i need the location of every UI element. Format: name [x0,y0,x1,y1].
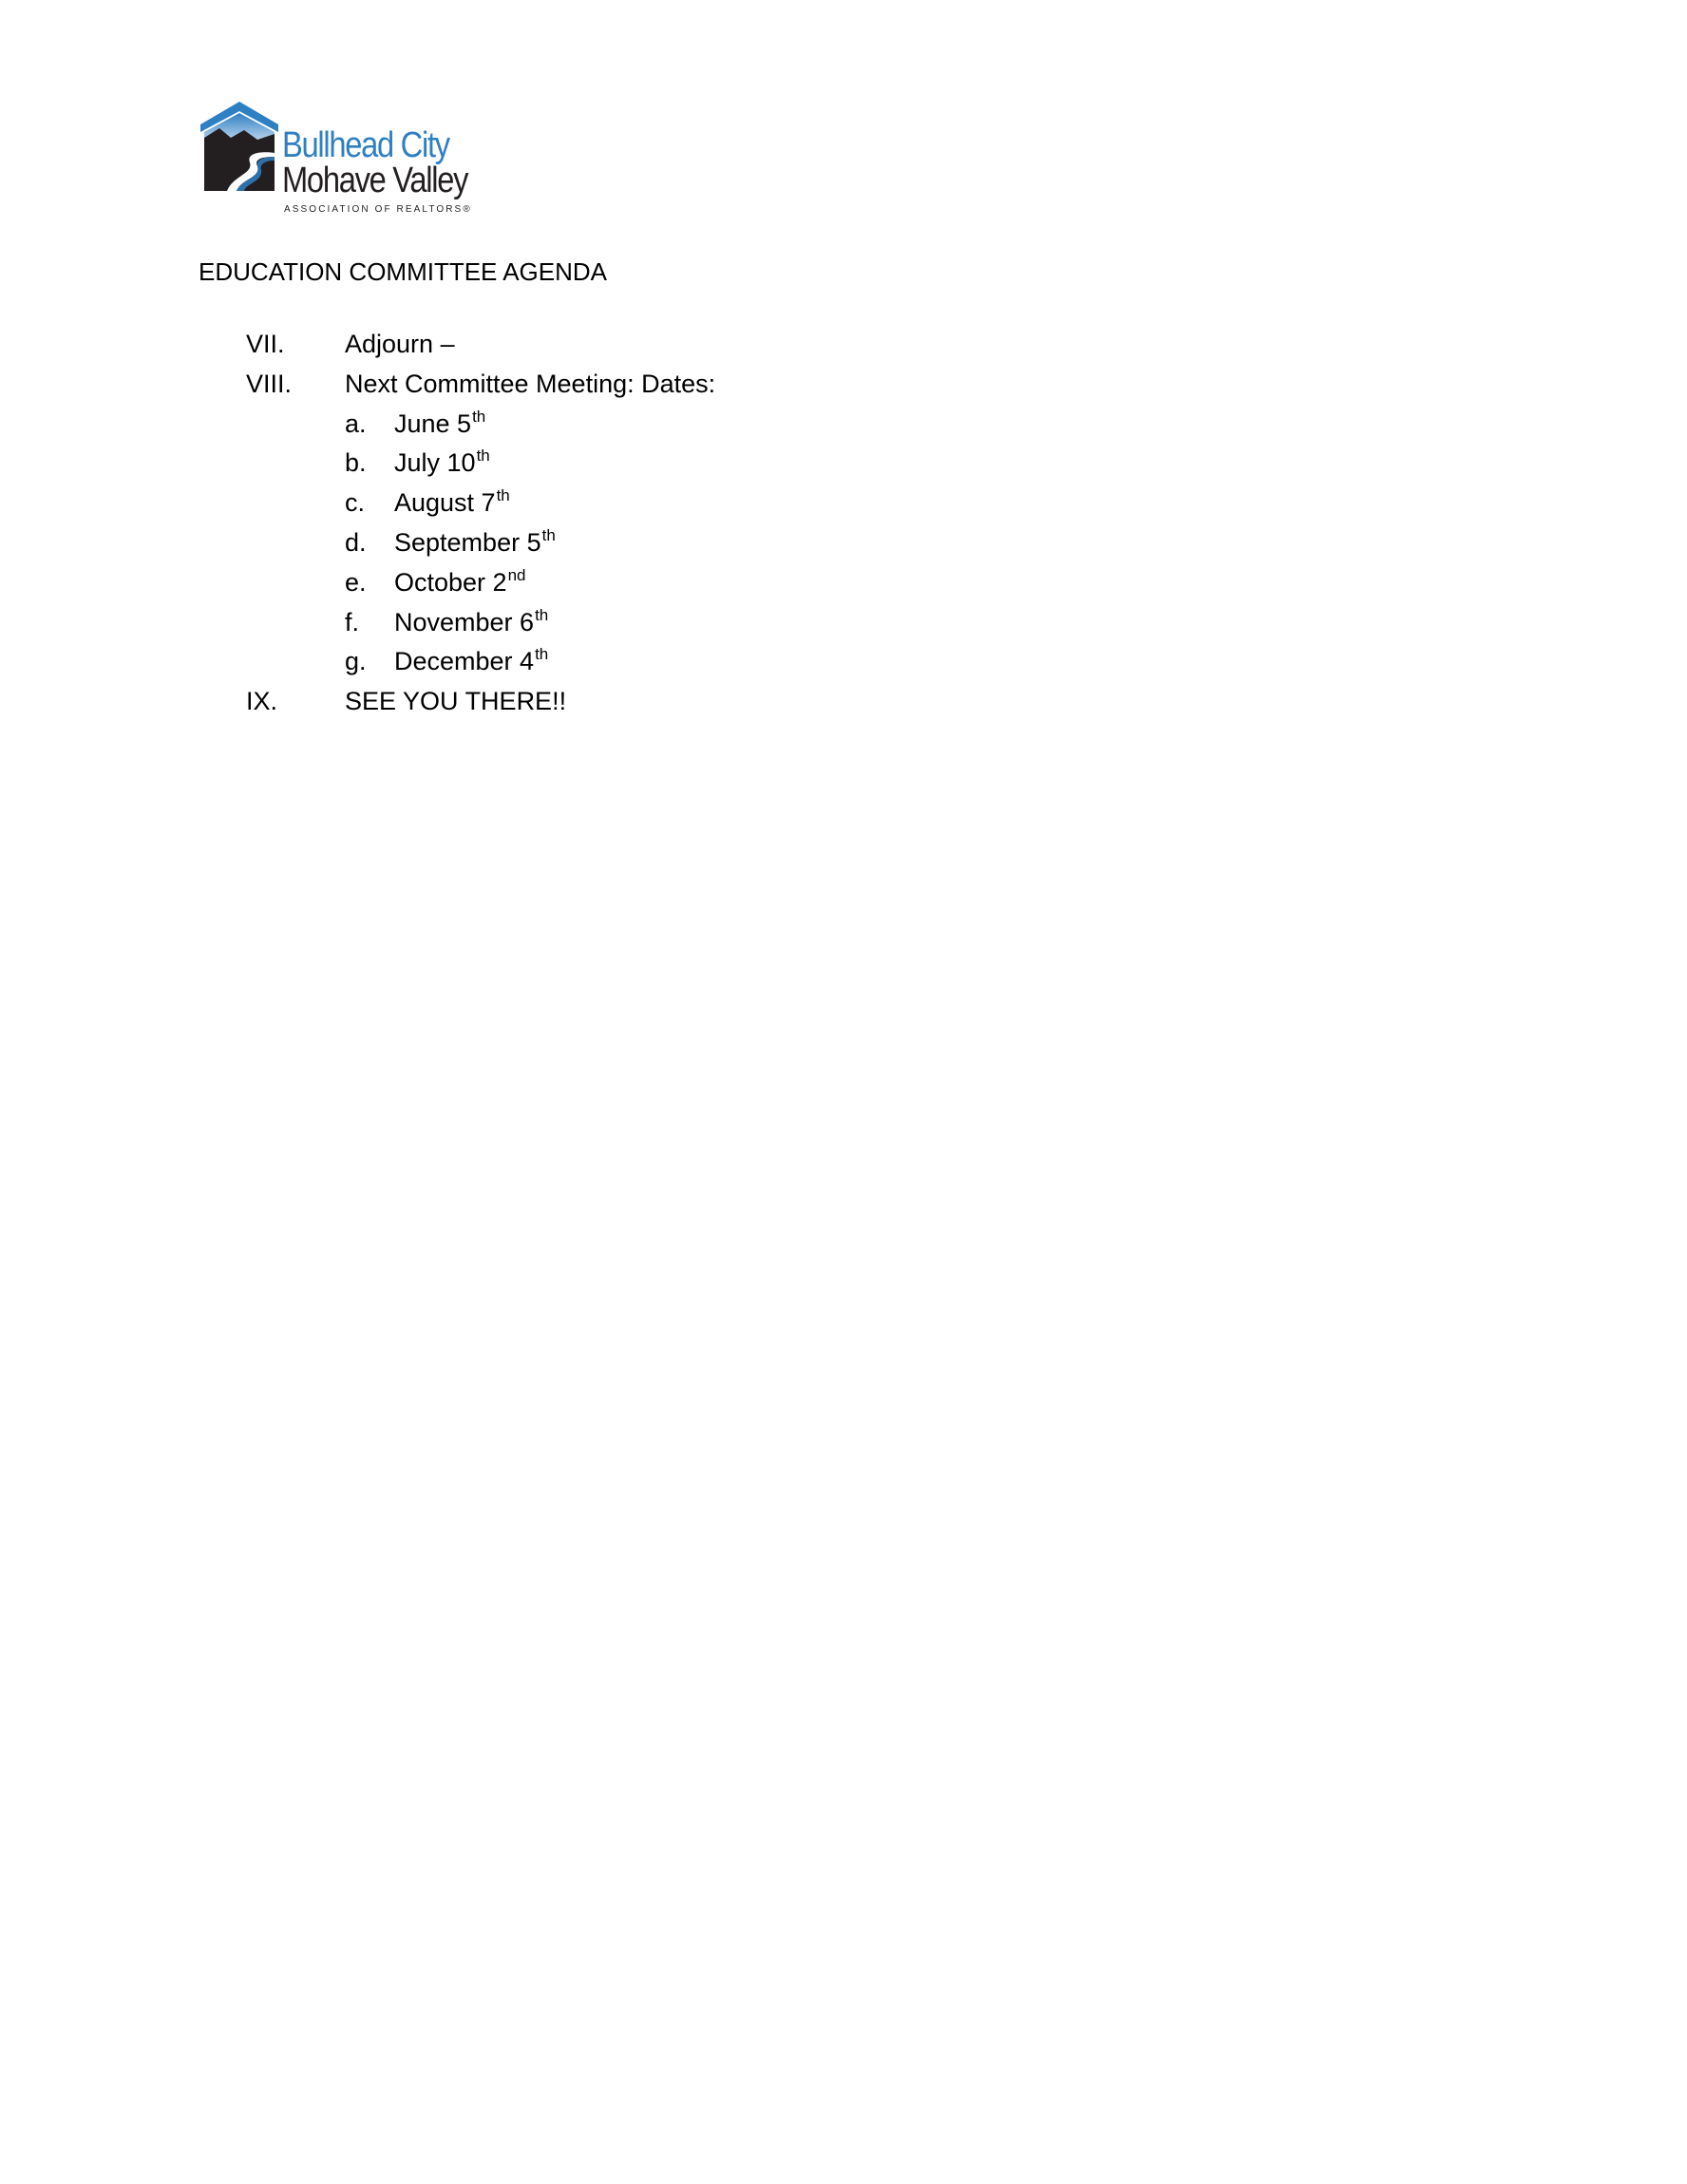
meeting-date-text: October 2nd [394,565,526,597]
logo-text-bullhead-city: Bullhead City [282,125,449,165]
meeting-date-letter: b. [345,448,367,478]
agenda-item-number: IX. [246,687,278,716]
agenda-item-text: SEE YOU THERE!! [345,687,567,716]
agenda-item-text: Adjourn – [345,330,455,358]
meeting-date-letter: d. [345,527,367,557]
meeting-date-text: August 7th [394,486,510,518]
date-ordinal-suffix: th [472,407,486,426]
agenda-item-closing [0,682,1687,722]
date-ordinal-suffix: th [476,446,490,465]
meeting-date-letter: g. [345,647,367,676]
meeting-date-text: December 4th [394,645,549,676]
agenda-item-adjourn [0,325,1687,365]
meeting-date-text: July 10th [394,446,490,478]
logo-text-mohave-valley: Mohave Valley [282,161,468,200]
house-mountain-icon [199,100,280,191]
agenda-item-text: Next Committee Meeting: Dates: [345,369,716,398]
date-ordinal-suffix: th [535,605,549,624]
date-ordinal-suffix: th [541,525,556,544]
date-ordinal-suffix: nd [507,565,526,584]
meeting-date-item [0,484,1687,523]
meeting-date-letter: e. [345,567,367,597]
meeting-date-text: June 5th [394,407,486,438]
meeting-date-letter: a. [345,408,367,438]
meeting-date-item [0,405,1687,445]
date-ordinal-suffix: th [496,486,510,505]
agenda-list [0,325,1687,722]
agenda-item-number: VII. [246,330,285,358]
agenda-item-next-meeting [0,365,1687,405]
association-logo [199,100,474,218]
document-title: EDUCATION COMMITTEE AGENDA [199,257,607,286]
meeting-date-text: November 6th [394,605,549,636]
logo-text-association: ASSOCIATION OF REALTORS® [284,204,472,215]
meeting-date-text: September 5th [394,525,556,557]
agenda-item-number: VIII. [246,369,293,398]
meeting-date-item [0,563,1687,603]
meeting-date-letter: c. [345,488,366,518]
meeting-date-letter: f. [345,607,360,636]
date-ordinal-suffix: th [535,645,549,664]
meeting-date-item [0,603,1687,643]
meeting-date-item [0,444,1687,484]
meeting-date-item [0,523,1687,563]
meeting-date-item [0,642,1687,682]
